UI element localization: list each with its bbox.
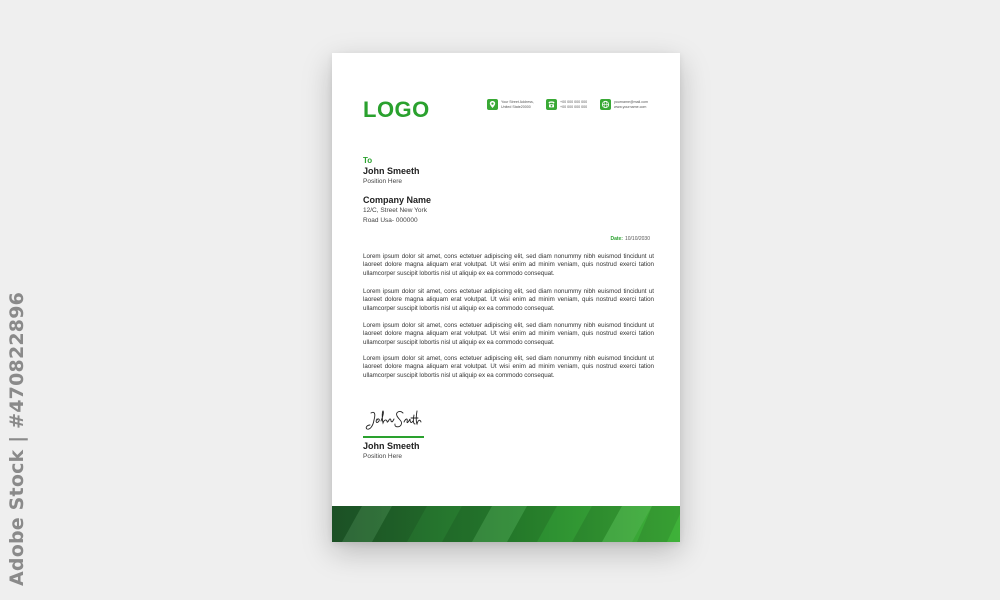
address-line-1: 12/C, Street New York <box>363 207 427 214</box>
contact-web <box>600 99 648 110</box>
company-name: Company Name <box>363 195 432 205</box>
contact-address-line2: United State20000 <box>501 104 531 109</box>
sender-position: Position Here <box>363 453 403 460</box>
sender-name: John Smeeth <box>363 441 420 451</box>
body-paragraph: Lorem ipsum dolor sit amet, cons ectetuer adipiscing elit, sed diam nonummy nibh euismod tincidunt ut laoreet dolore magna aliquam erat volutpat. Ut wisi enim ad minim veniam, quis nostrud exerci tation ullamcorper suscipit lobortis nisl ut aliquip ex ea commodo consequat. <box>363 355 654 379</box>
contact-address-line1: Your Street Address, <box>501 100 534 105</box>
contact-website: www.yourname.com <box>614 104 647 109</box>
location-pin-icon <box>487 99 498 110</box>
body-paragraph: Lorem ipsum dolor sit amet, cons ectetuer adipiscing elit, sed diam nonummy nibh euismod tincidunt ut laoreet dolore magna aliquam erat volutpat. Ut wisi enim ad minim veniam, quis nostrud exerci tation ullamcorper suscipit lobortis nisl ut aliquip ex ea commodo consequat. <box>363 288 654 312</box>
signature-line <box>363 436 424 438</box>
to-label: To <box>363 156 373 165</box>
phone-icon <box>546 99 557 110</box>
contact-address <box>487 99 534 110</box>
date-label: Date: <box>610 236 623 242</box>
contact-email: yourname@mail.com <box>614 100 649 105</box>
letterhead-page <box>332 53 680 542</box>
address-line-2: Road Usa- 000000 <box>363 217 418 224</box>
recipient-position: Position Here <box>363 178 403 185</box>
body-paragraph: Lorem ipsum dolor sit amet, cons ectetuer adipiscing elit, sed diam nonummy nibh euismod tincidunt ut laoreet dolore magna aliquam erat volutpat. Ut wisi enim ad minim veniam, quis nostrud exerci tation ullamcorper suscipit lobortis nisl ut aliquip ex ea commodo consequat. <box>363 322 654 346</box>
contact-phone <box>546 99 587 110</box>
recipient-name: John Smeeth <box>363 166 420 176</box>
globe-icon <box>600 99 611 110</box>
date <box>610 236 650 242</box>
contact-phone-line1: +00 000 000 000 <box>560 100 588 105</box>
footer-band <box>332 506 680 542</box>
logo: LOGO <box>363 97 430 122</box>
stock-id-watermark: Adobe Stock | #470822896 <box>6 291 28 586</box>
signature <box>365 407 423 437</box>
date-value: 10/10/2030 <box>624 236 650 242</box>
contact-phone-line2: +00 000 000 000 <box>560 104 588 109</box>
body-paragraph: Lorem ipsum dolor sit amet, cons ectetuer adipiscing elit, sed diam nonummy nibh euismod tincidunt ut laoreet dolore magna aliquam erat volutpat. Ut wisi enim ad minim veniam, quis nostrud exerci tation ullamcorper suscipit lobortis nisl ut aliquip ex ea commodo consequat. <box>363 253 654 277</box>
